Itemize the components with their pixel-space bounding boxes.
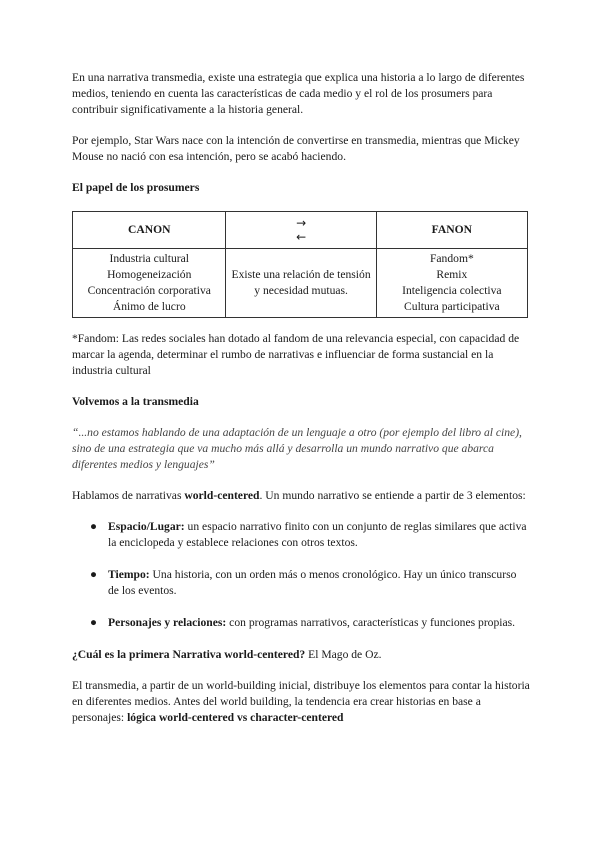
fanon-item: Cultura participativa	[404, 300, 500, 313]
canon-item: Ánimo de lucro	[112, 300, 186, 313]
closing-paragraph	[72, 678, 530, 726]
fandom-footnote: *Fandom: Las redes sociales han dotado al fandom de una relevancia especial, con capacidad de marcar la agenda, determinar el rumbo de narrativas e influenciar de forma sustancial en la industria cultural	[72, 332, 520, 377]
fanon-item: Fandom*	[429, 252, 474, 265]
list-item	[72, 519, 530, 551]
question-paragraph	[72, 647, 530, 663]
arrow-left-icon: ←	[296, 230, 307, 244]
elements-list	[72, 519, 530, 631]
list-item	[72, 615, 530, 631]
middle-text: Existe una relación de tensión y necesidad mutuas.	[231, 268, 371, 297]
fanon-cell	[376, 249, 527, 318]
element-term: Espacio/Lugar:	[108, 520, 185, 533]
world-centered-term: world-centered	[184, 489, 260, 502]
element-term: Personajes y relaciones:	[108, 616, 227, 629]
element-text: Una historia, con un orden más o menos cronológico. Hay un único transcurso de los eventos.	[108, 568, 517, 597]
section-heading-prosumers: El papel de los prosumers	[72, 181, 200, 194]
canon-header: CANON	[127, 223, 171, 236]
question-text: ¿Cuál es la primera Narrativa world-centered?	[72, 648, 306, 661]
fanon-header: FANON	[431, 223, 473, 236]
document-page	[72, 70, 530, 741]
bullet-icon: ●	[90, 568, 98, 581]
element-term: Tiempo:	[108, 568, 150, 581]
world-post-text: . Un mundo narrativo se entiende a partir de 3 elementos:	[259, 489, 526, 502]
quote-paragraph: “...no estamos hablando de una adaptación de un lenguaje a otro (por ejemplo del libro al cine), sino de una estrategia que va mucho más allá y desarrolla un mundo narrativo que abarca diferentes medios y lenguajes”	[72, 426, 522, 471]
element-text: un espacio narrativo finito con un conjunto de reglas similares que activa la enciclopeda y establece relaciones con otros textos.	[108, 520, 527, 549]
list-item	[72, 567, 530, 599]
table-header-row	[73, 212, 528, 249]
intro-paragraph-1: En una narrativa transmedia, existe una estrategia que explica una historia a lo largo de diferentes medios, teniendo en cuenta las características de cada medio y el rol de los prosumers para contribuir significativamente a la historia general.	[72, 71, 525, 116]
canon-header-cell	[73, 212, 226, 249]
question-answer: El Mago de Oz.	[305, 648, 382, 661]
middle-cell	[226, 249, 376, 318]
arrow-right-icon: →	[296, 216, 307, 230]
canon-item: Concentración corporativa	[87, 284, 211, 297]
world-centered-paragraph	[72, 488, 530, 504]
intro-paragraph-2: Por ejemplo, Star Wars nace con la intención de convertirse en transmedia, mientras que Mickey Mouse no nació con esa intención, pero se acabó haciendo.	[72, 134, 520, 163]
world-pre-text: Hablamos de narrativas	[72, 489, 185, 502]
fanon-item: Inteligencia colectiva	[402, 284, 502, 297]
arrows-cell	[226, 212, 376, 249]
element-text: con programas narrativos, características y funciones propias.	[226, 616, 516, 629]
fanon-header-cell	[376, 212, 527, 249]
closing-text: El transmedia, a partir de un world-building inicial, distribuye los elementos para contar la historia en diferentes medios. Antes del world building, la tendencia era crear historias en base a personajes:	[72, 679, 530, 724]
fanon-item: Remix	[436, 268, 468, 281]
section-heading-transmedia: Volvemos a la transmedia	[72, 395, 199, 408]
bullet-icon: ●	[90, 520, 98, 533]
canon-cell	[73, 249, 226, 318]
canon-item: Industria cultural	[109, 252, 189, 265]
bullet-icon: ●	[90, 616, 98, 629]
canon-fanon-table	[72, 211, 528, 318]
canon-item: Homogeneización	[107, 268, 192, 281]
table-body-row	[73, 249, 528, 318]
closing-bold: lógica world-centered vs character-centered	[127, 711, 344, 724]
